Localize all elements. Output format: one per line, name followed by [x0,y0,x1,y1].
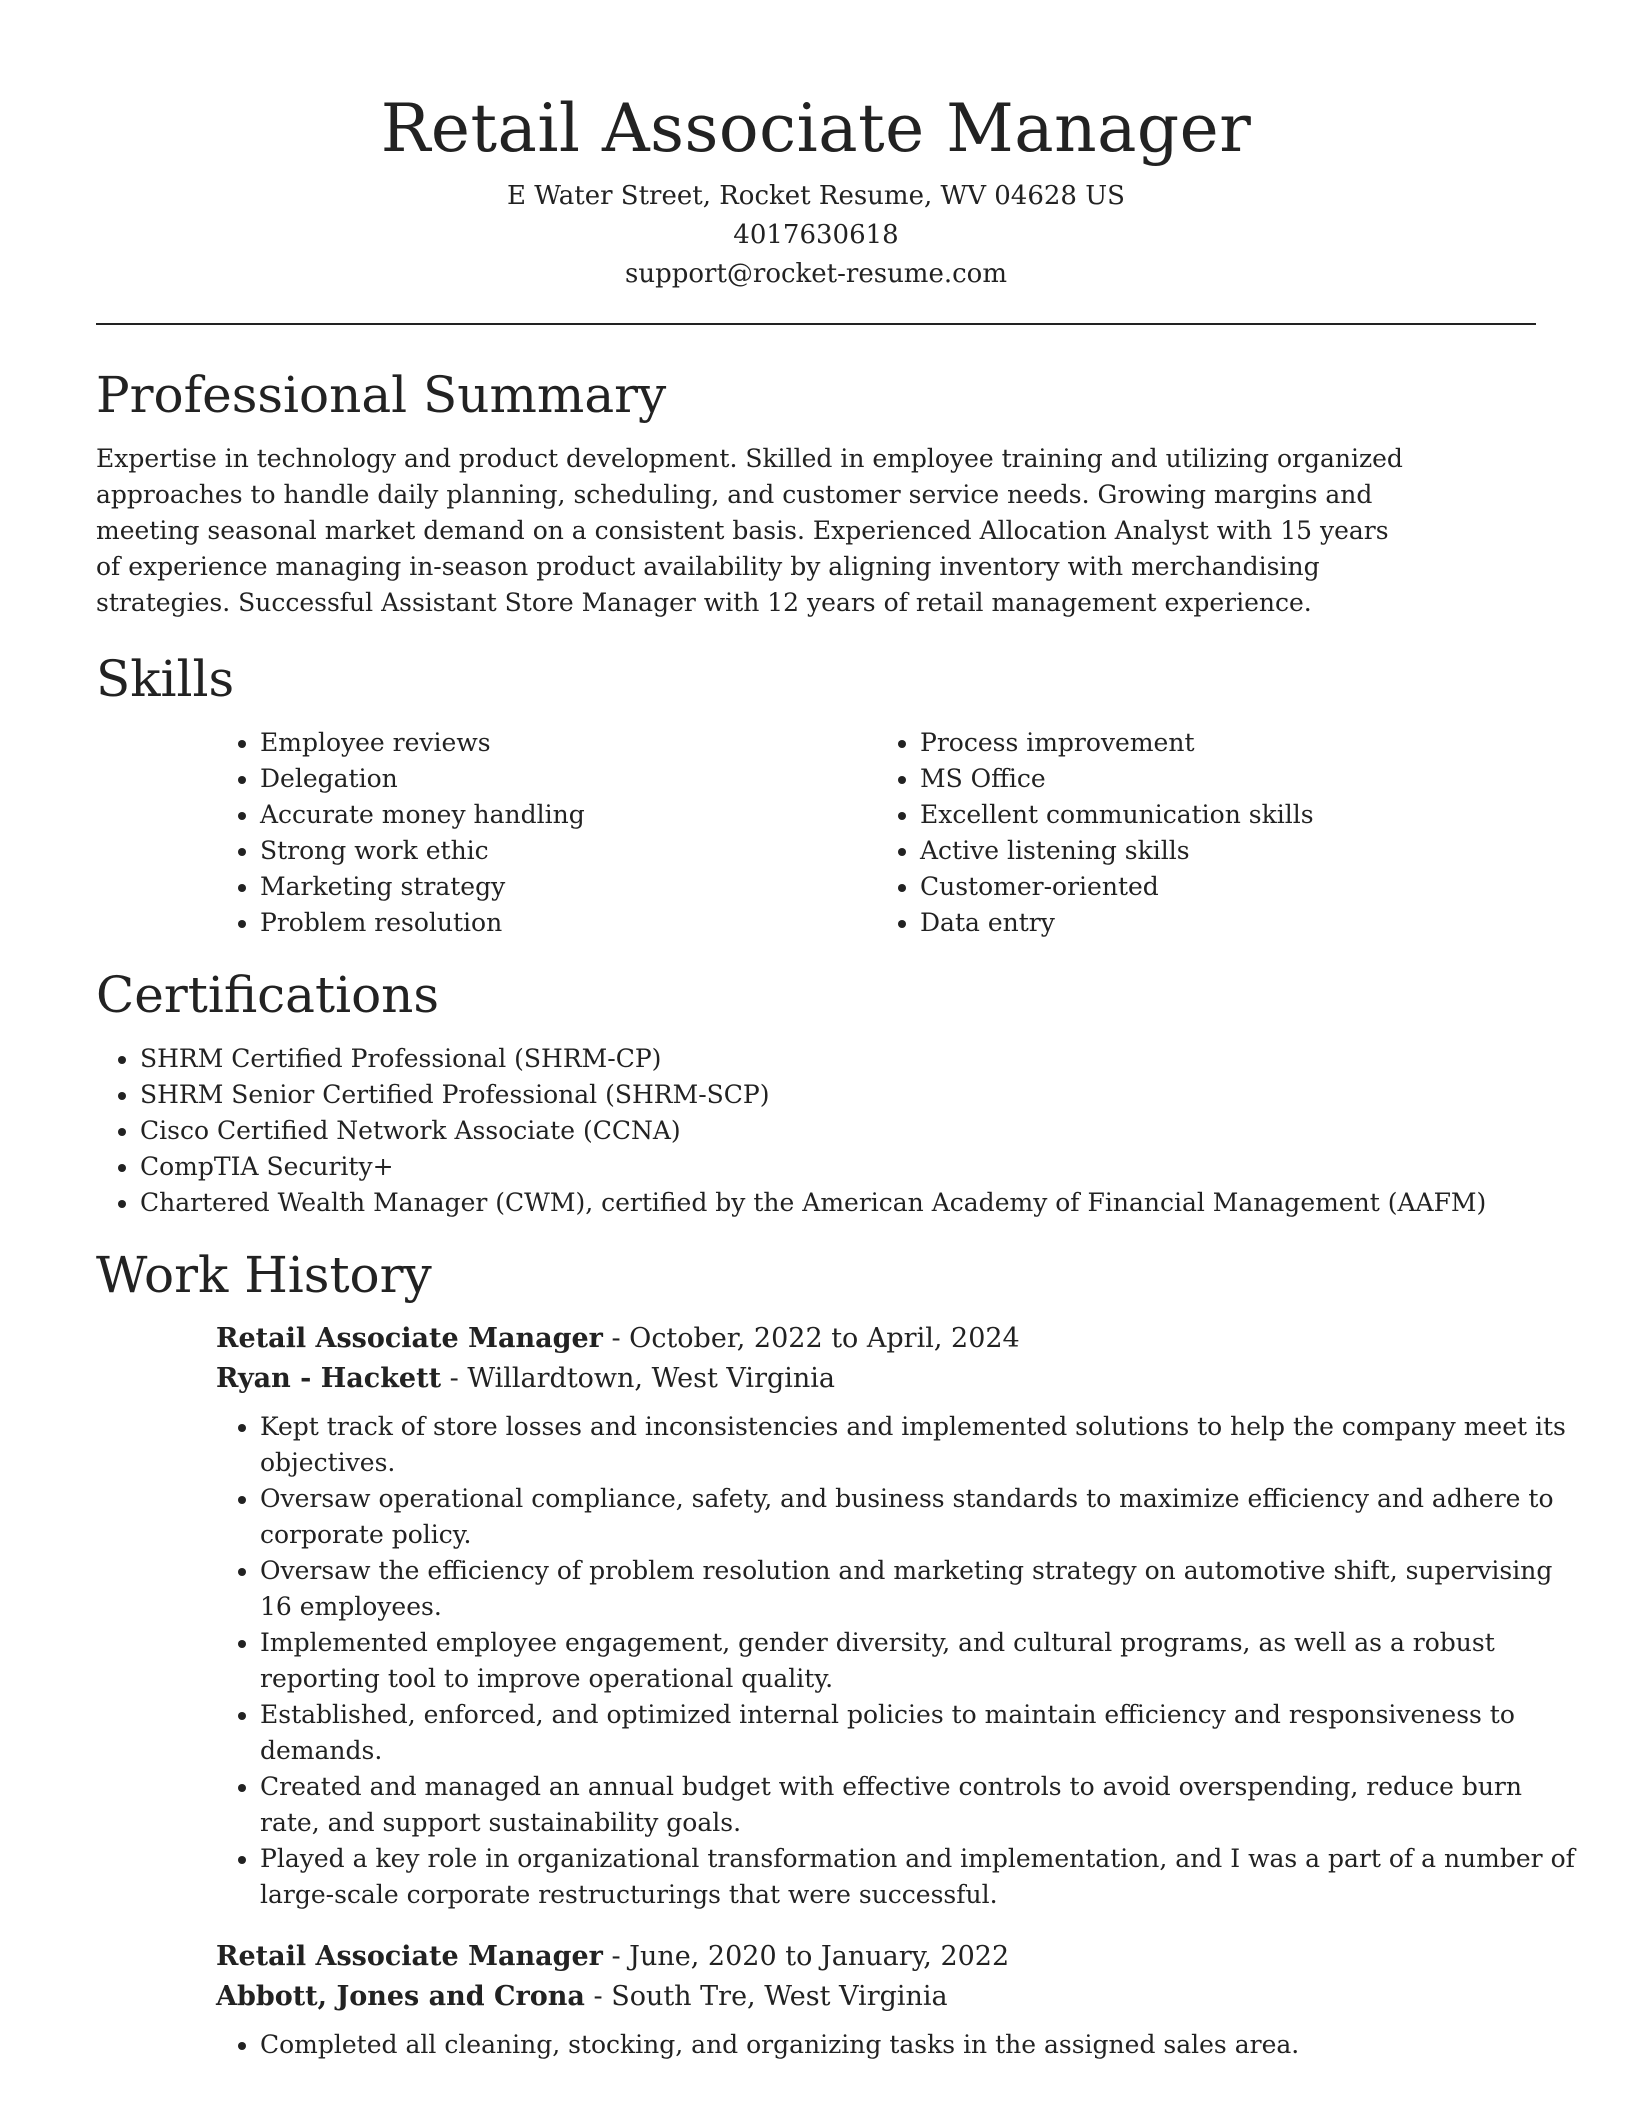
job-bullet: • Kept track of store losses and inconsistencies and implemented solutions to help the company meet its objectives. [260,1409,1580,1481]
job-entry [216,1937,1536,2063]
job-company: Abbott, Jones and Crona [216,1981,585,2012]
skill-item: • Delegation [260,761,876,797]
job-company: Ryan - Hackett [216,1363,442,1394]
job-bullet: • Oversaw operational compliance, safety, and business standards to maximize efficiency and adhere to corporate policy. [260,1481,1580,1553]
job-bullet: • Completed all cleaning, stocking, and organizing tasks in the assigned sales area. [260,2027,1580,2063]
job-title: Retail Associate Manager [216,1941,603,1972]
job-bullet: • Created and managed an annual budget with effective controls to avoid overspending, reduce burn rate, and support sustainability goals. [260,1769,1580,1841]
skill-item: • Process improvement [920,725,1536,761]
job-company-line [216,1359,1536,1399]
skill-item: • Marketing strategy [260,869,876,905]
skill-item: • MS Office [920,761,1536,797]
job-bullet: • Played a key role in organizational transformation and implementation, and I was a part of a number of large-scale corporate restructurings that were successful. [260,1841,1580,1913]
resume-header [96,0,1536,294]
skill-item: • Excellent communication skills [920,797,1536,833]
summary-section [96,363,1536,621]
job-bullet: • Established, enforced, and optimized internal policies to maintain efficiency and responsiveness to demands. [260,1697,1580,1769]
skill-item: • Employee reviews [260,725,876,761]
work-history-section [96,1243,1575,2063]
certification-item: • Chartered Wealth Manager (CWM), certified by the American Academy of Financial Management (AAFM) [140,1185,1536,1221]
job-dates: - June, 2020 to January, 2022 [602,1941,1010,1972]
summary-heading: Professional Summary [96,366,667,424]
certification-item: • Cisco Certified Network Associate (CCNA) [140,1113,1536,1149]
skills-list [216,725,1536,941]
skill-item: • Accurate money handling [260,797,876,833]
certification-item: • SHRM Senior Certified Professional (SHRM-SCP) [140,1077,1536,1113]
certifications-heading: Certifications [96,966,440,1024]
skill-item: • Strong work ethic [260,833,876,869]
skills-heading: Skills [96,650,235,708]
job-bullets [216,1409,1580,1913]
resume-page [96,0,1575,2063]
work-history-heading: Work History [96,1246,432,1304]
candidate-name: Retail Associate Manager [380,90,1252,167]
skills-section [96,647,1536,941]
skills-column-right [876,725,1536,941]
address: E Water Street, Rocket Resume, WV 04628 US [507,181,1125,211]
certification-item: • SHRM Certified Professional (SHRM-CP) [140,1041,1536,1077]
header-divider [96,323,1536,325]
email: support@rocket-resume.com [624,259,1007,289]
certifications-list [96,1041,1536,1221]
job-location: - South Tre, West Virginia [584,1981,948,2012]
job-company-line [216,1977,1536,2017]
phone: 4017630618 [733,220,899,250]
summary-text: Expertise in technology and product development. Skilled in employee training and utilizing organized approaches to handle daily planning, scheduling, and customer service needs. Growing margins and meeting seasonal market demand on a consistent basis. Experienced Allocation Analyst with 15 years of experience managing in-season product availability by aligning inventory with merchandising strategies. Successful Assistant Store Manager with 12 years of retail management experience. [96,444,1403,617]
certifications-section [96,963,1536,1221]
job-location: - Willardtown, West Virginia [441,1363,836,1394]
job-entry [216,1319,1575,1913]
job-bullets [216,2027,1580,2063]
job-title-line [216,1937,1536,1977]
skill-item: • Problem resolution [260,905,876,941]
certification-item: • CompTIA Security+ [140,1149,1536,1185]
job-bullet: • Implemented employee engagement, gender diversity, and cultural programs, as well as a robust reporting tool to improve operational quality. [260,1625,1580,1697]
job-dates: - October, 2022 to April, 2024 [602,1323,1020,1354]
job-title-line [216,1319,1536,1359]
job-title: Retail Associate Manager [216,1323,603,1354]
skills-column-left [216,725,876,941]
skill-item: • Customer-oriented [920,869,1536,905]
skill-item: • Data entry [920,905,1536,941]
job-bullet: • Oversaw the efficiency of problem resolution and marketing strategy on automotive shift, supervising 16 employees. [260,1553,1580,1625]
skill-item: • Active listening skills [920,833,1536,869]
